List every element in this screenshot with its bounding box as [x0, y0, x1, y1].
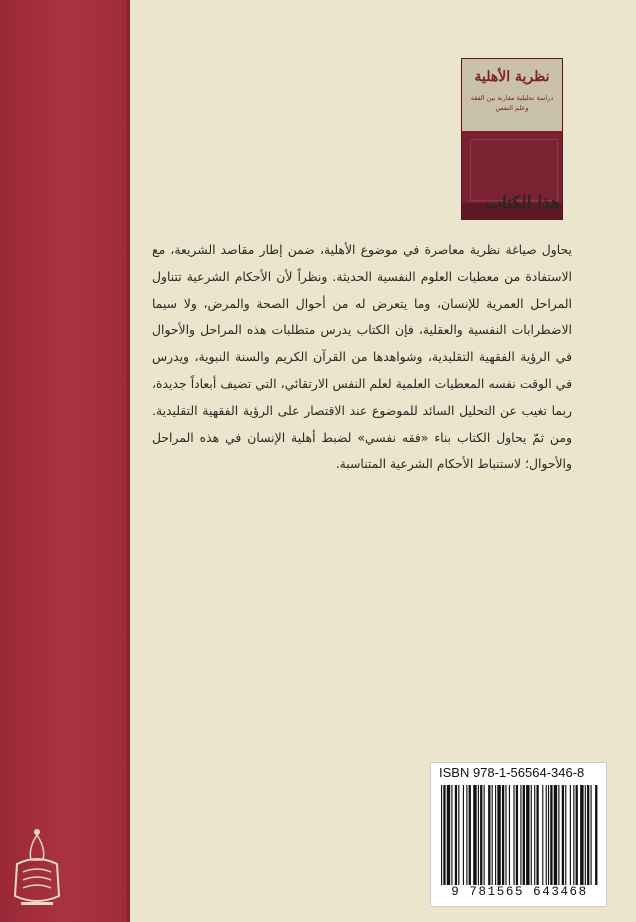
- barcode-bar: [478, 785, 479, 885]
- barcode-bar: [595, 785, 597, 885]
- barcode-bar: [558, 785, 559, 885]
- barcode-bar: [473, 785, 476, 885]
- barcode-bar: [580, 785, 583, 885]
- book-description: يحاول صياغة نظرية معاصرة في موضوع الأهلية، ضمن إطار مقاصد الشريعة، مع الاستفادة من معطيات العلوم النفسية الحديثة. ونظراً لأن الأحكام الشرعية تتناول المراحل العمرية للإنسان، وما يتعرض له من أحوال الصحة والمرض، ولا سيما الاضطرابات النفسية والعقلية، فإن الكتاب يدرس متطلبات هذه المراحل والأحوال في الرؤية الفقهية التقليدية، وشواهدها من القرآن الكريم والسنة النبوية، ويدرس في الوقت نفسه المعطيات العلمية لعلم النفس الارتقائي، التي تضيف أبعاداً جديدة، ربما تغيب عن التحليل السائد للموضوع عند الاقتصار على الرؤية الفقهية التقليدية. ومن ثمّ يحاول الكتاب بناء «فقه نفسي» لضبط أهلية الإنسان في هذه المراحل والأحوال؛ لاستنباط الأحكام الشرعية المتناسبة.: [152, 242, 572, 472]
- barcode-bar: [565, 785, 566, 885]
- barcode-bar: [492, 785, 493, 885]
- barcode-bar: [531, 785, 532, 885]
- barcode-bar: [455, 785, 457, 885]
- section-heading: [200, 193, 560, 213]
- barcode-bar: [466, 785, 467, 885]
- barcode-bar: [526, 785, 529, 885]
- thumbnail-title: نظرية الأهلية: [474, 69, 550, 85]
- barcode-bar: [585, 785, 586, 885]
- publisher-logo: [7, 826, 67, 910]
- barcode-bar: [509, 785, 510, 885]
- barcode-bar: [447, 785, 450, 885]
- barcode-bar: [550, 785, 552, 885]
- barcode-image: [439, 785, 599, 888]
- barcode-bar: [548, 785, 549, 885]
- barcode-bar: [484, 785, 485, 885]
- barcode-bar: [458, 785, 459, 885]
- barcode-bar: [451, 785, 452, 885]
- barcode-bar: [546, 785, 547, 885]
- barcode-bar: [576, 785, 578, 885]
- barcode-bar: [480, 785, 482, 885]
- barcode-bar: [523, 785, 525, 885]
- barcode-bar: [495, 785, 496, 885]
- barcode-bar: [554, 785, 557, 885]
- cover-spine-band: [0, 0, 130, 922]
- isbn-barcode-box: [430, 762, 607, 907]
- barcode-bar: [573, 785, 574, 885]
- barcode-bar: [587, 785, 589, 885]
- barcode-bar: [516, 785, 518, 885]
- heading-text: هذا الكتاب: [485, 193, 560, 213]
- barcode-bar: [502, 785, 504, 885]
- barcode-bar: [441, 785, 442, 885]
- barcode-bar: [463, 785, 464, 885]
- isbn-label: ISBN 978-1-56564-346-8: [439, 765, 585, 780]
- barcode-bar: [562, 785, 564, 885]
- barcode-bar: [542, 785, 543, 885]
- barcode-digits: 9 781565 643468: [451, 885, 588, 899]
- barcode-bar: [513, 785, 514, 885]
- barcode-bar: [591, 785, 592, 885]
- barcode-bar: [505, 785, 506, 885]
- barcode-bar: [570, 785, 571, 885]
- barcode-bar: [488, 785, 490, 885]
- barcode-bar: [497, 785, 500, 885]
- barcode-bar: [536, 785, 538, 885]
- thumbnail-ornament: [470, 139, 558, 201]
- barcode-bar: [443, 785, 445, 885]
- barcode-bar: [534, 785, 535, 885]
- barcode-bar: [520, 785, 521, 885]
- barcode-bar: [469, 785, 471, 885]
- thumbnail-subtitle: دراسة تحليلية مقارنة بين الفقه وعلم النفس: [470, 94, 554, 112]
